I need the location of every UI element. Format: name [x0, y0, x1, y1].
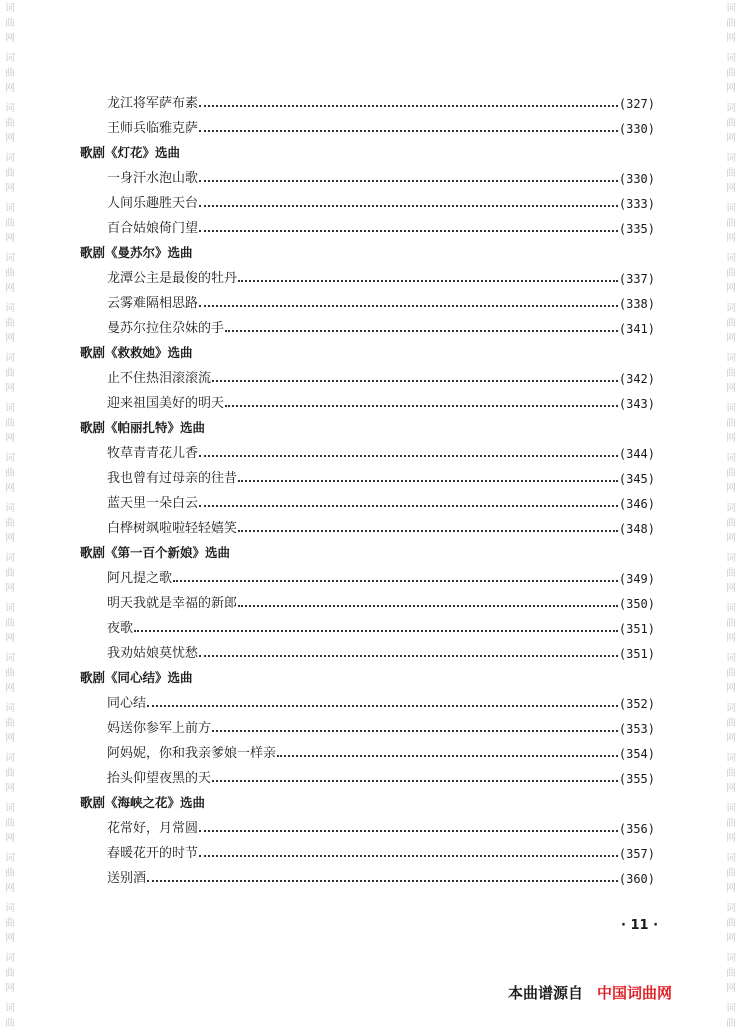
- watermark-glyph: 曲: [5, 518, 15, 529]
- entry-page-number: (333): [618, 197, 655, 211]
- entry-page-number: (342): [618, 372, 655, 386]
- watermark-glyph: 词: [726, 403, 736, 414]
- entry-page-number: (330): [618, 122, 655, 136]
- toc-entry[interactable]: [107, 862, 655, 886]
- watermark-glyph: 网: [726, 583, 736, 594]
- watermark-glyph: 曲: [726, 218, 736, 229]
- watermark-glyph: 网: [726, 33, 736, 44]
- watermark-glyph: 曲: [5, 918, 15, 929]
- dot-leader: [199, 180, 618, 182]
- watermark-glyph: 词: [5, 503, 15, 514]
- toc-entry[interactable]: [107, 287, 655, 311]
- toc-entry[interactable]: [107, 737, 655, 761]
- watermark-glyph: 网: [726, 983, 736, 994]
- entry-page-number: (357): [618, 847, 655, 861]
- watermark-glyph: 曲: [726, 1018, 736, 1029]
- dot-leader: [147, 705, 618, 707]
- page-number: · 11 ·: [621, 918, 659, 933]
- watermark-glyph: 曲: [726, 668, 736, 679]
- watermark-glyph: 曲: [5, 118, 15, 129]
- entry-page-number: (335): [618, 222, 655, 236]
- dot-leader: [212, 380, 618, 382]
- entry-title: 牧草青青花儿香: [107, 446, 199, 461]
- toc-entry[interactable]: [107, 462, 655, 486]
- dot-leader: [238, 605, 618, 607]
- entry-title: 阿凡提之歌: [107, 571, 173, 586]
- watermark-glyph: 曲: [5, 218, 15, 229]
- watermark-glyph: 网: [5, 883, 15, 894]
- watermark-glyph: 曲: [5, 468, 15, 479]
- watermark-glyph: 词: [5, 103, 15, 114]
- watermark-glyph: 词: [5, 703, 15, 714]
- toc-entry[interactable]: [107, 587, 655, 611]
- watermark-glyph: 曲: [726, 268, 736, 279]
- toc-entry[interactable]: [107, 312, 655, 336]
- toc-entry[interactable]: [107, 212, 655, 236]
- entry-page-number: (352): [618, 697, 655, 711]
- toc-entry[interactable]: [107, 262, 655, 286]
- entry-title: 一身汗水泡山歌: [107, 171, 199, 186]
- dot-leader: [147, 880, 618, 882]
- entry-page-number: (341): [618, 322, 655, 336]
- toc-entry[interactable]: [107, 362, 655, 386]
- watermark-glyph: 网: [726, 833, 736, 844]
- watermark-glyph: 网: [5, 33, 15, 44]
- entry-title: 白桦树飒啦啦轻轻嬉笑: [107, 521, 238, 536]
- section-header: 歌剧《同心结》选曲: [80, 670, 193, 685]
- watermark-glyph: 网: [726, 533, 736, 544]
- watermark-glyph: 曲: [726, 68, 736, 79]
- watermark-glyph: 网: [726, 883, 736, 894]
- entry-title: 夜歌: [107, 621, 134, 636]
- watermark-glyph: 网: [726, 683, 736, 694]
- watermark-glyph: 网: [726, 283, 736, 294]
- entry-page-number: (338): [618, 297, 655, 311]
- toc-entry[interactable]: [107, 512, 655, 536]
- toc-entry[interactable]: [107, 637, 655, 661]
- watermark-column-right: [721, 0, 739, 1031]
- entry-title: 花常好，月常圆: [107, 821, 199, 836]
- watermark-glyph: 词: [5, 603, 15, 614]
- section-header: 歌剧《帕丽扎特》选曲: [80, 420, 206, 435]
- watermark-glyph: 曲: [5, 318, 15, 329]
- toc-entry[interactable]: [107, 812, 655, 836]
- section-header: 歌剧《救救她》选曲: [80, 345, 193, 360]
- watermark-glyph: 词: [726, 703, 736, 714]
- dot-leader: [225, 330, 618, 332]
- watermark-glyph: 词: [726, 3, 736, 14]
- entry-title: 我也曾有过母亲的往昔: [107, 471, 238, 486]
- entry-page-number: (327): [618, 97, 655, 111]
- watermark-glyph: 曲: [726, 968, 736, 979]
- watermark-glyph: 网: [5, 133, 15, 144]
- watermark-glyph: 网: [5, 583, 15, 594]
- dot-leader: [199, 105, 618, 107]
- dot-leader: [225, 405, 618, 407]
- watermark-glyph: 词: [726, 1003, 736, 1014]
- dot-leader: [238, 280, 618, 282]
- watermark-glyph: 网: [726, 233, 736, 244]
- entry-page-number: (344): [618, 447, 655, 461]
- watermark-glyph: 曲: [726, 318, 736, 329]
- watermark-glyph: 曲: [726, 918, 736, 929]
- watermark-glyph: 网: [726, 633, 736, 644]
- entry-title: 王师兵临雅克萨: [107, 121, 199, 136]
- dot-leader: [199, 655, 618, 657]
- watermark-glyph: 网: [726, 133, 736, 144]
- watermark-glyph: 曲: [726, 368, 736, 379]
- dot-leader: [199, 205, 618, 207]
- watermark-glyph: 曲: [5, 68, 15, 79]
- entry-title: 蓝天里一朵白云: [107, 496, 199, 511]
- watermark-glyph: 词: [5, 353, 15, 364]
- entry-title: 曼苏尔拉住尕妹的手: [107, 321, 225, 336]
- dot-leader: [173, 580, 618, 582]
- entry-title: 龙江将军萨布素: [107, 96, 199, 111]
- watermark-glyph: 网: [5, 533, 15, 544]
- watermark-glyph: 曲: [726, 718, 736, 729]
- watermark-glyph: 网: [5, 783, 15, 794]
- watermark-glyph: 曲: [5, 618, 15, 629]
- watermark-glyph: 曲: [726, 168, 736, 179]
- entry-page-number: (360): [618, 872, 655, 886]
- dot-leader: [277, 755, 618, 757]
- entry-page-number: (351): [618, 622, 655, 636]
- dot-leader: [199, 505, 618, 507]
- entry-page-number: (343): [618, 397, 655, 411]
- watermark-glyph: 词: [726, 603, 736, 614]
- watermark-glyph: 词: [726, 553, 736, 564]
- section-header: 歌剧《第一百个新娘》选曲: [80, 545, 231, 560]
- watermark-glyph: 网: [5, 833, 15, 844]
- toc-entry[interactable]: [107, 112, 655, 136]
- entry-title: 妈送你参军上前方: [107, 721, 212, 736]
- watermark-glyph: 词: [726, 103, 736, 114]
- watermark-glyph: 词: [5, 653, 15, 664]
- watermark-glyph: 词: [5, 403, 15, 414]
- entry-title: 迎来祖国美好的明天: [107, 396, 225, 411]
- toc-entry[interactable]: [107, 562, 655, 586]
- toc-entry[interactable]: [107, 837, 655, 861]
- dot-leader: [199, 305, 618, 307]
- watermark-glyph: 网: [5, 283, 15, 294]
- watermark-glyph: 网: [5, 233, 15, 244]
- entry-page-number: (330): [618, 172, 655, 186]
- toc-entry[interactable]: [107, 687, 655, 711]
- entry-page-number: (346): [618, 497, 655, 511]
- dot-leader: [199, 855, 618, 857]
- dot-leader: [199, 130, 618, 132]
- watermark-glyph: 词: [726, 53, 736, 64]
- watermark-glyph: 词: [726, 153, 736, 164]
- entry-page-number: (345): [618, 472, 655, 486]
- watermark-glyph: 网: [726, 183, 736, 194]
- toc-entry[interactable]: [107, 762, 655, 786]
- watermark-glyph: 词: [726, 953, 736, 964]
- source-footer: [508, 982, 672, 1003]
- entry-title: 送别酒: [107, 871, 147, 886]
- watermark-glyph: 网: [726, 333, 736, 344]
- watermark-glyph: 曲: [726, 518, 736, 529]
- entry-page-number: (337): [618, 272, 655, 286]
- watermark-glyph: 词: [726, 353, 736, 364]
- watermark-glyph: 曲: [726, 868, 736, 879]
- dot-leader: [199, 230, 618, 232]
- watermark-glyph: 词: [726, 653, 736, 664]
- watermark-glyph: 词: [726, 503, 736, 514]
- entry-page-number: (356): [618, 822, 655, 836]
- watermark-glyph: 曲: [5, 368, 15, 379]
- watermark-glyph: 曲: [5, 568, 15, 579]
- watermark-glyph: 词: [726, 453, 736, 464]
- watermark-glyph: 网: [5, 683, 15, 694]
- watermark-glyph: 曲: [5, 718, 15, 729]
- source-label: 本曲谱源自: [508, 984, 584, 1002]
- entry-page-number: (354): [618, 747, 655, 761]
- watermark-glyph: 网: [5, 333, 15, 344]
- watermark-glyph: 网: [5, 183, 15, 194]
- watermark-glyph: 网: [5, 633, 15, 644]
- entry-page-number: (353): [618, 722, 655, 736]
- watermark-glyph: 网: [5, 933, 15, 944]
- watermark-glyph: 词: [5, 53, 15, 64]
- entry-title: 同心结: [107, 696, 147, 711]
- watermark-glyph: 曲: [726, 418, 736, 429]
- toc-entry[interactable]: [107, 87, 655, 111]
- watermark-glyph: 曲: [5, 1018, 15, 1029]
- watermark-glyph: 曲: [726, 118, 736, 129]
- watermark-glyph: 网: [726, 783, 736, 794]
- watermark-glyph: 网: [5, 433, 15, 444]
- watermark-glyph: 词: [5, 903, 15, 914]
- watermark-glyph: 词: [726, 303, 736, 314]
- watermark-glyph: 词: [5, 303, 15, 314]
- watermark-glyph: 曲: [5, 168, 15, 179]
- watermark-glyph: 曲: [5, 268, 15, 279]
- watermark-glyph: 曲: [5, 18, 15, 29]
- watermark-glyph: 词: [5, 753, 15, 764]
- watermark-glyph: 曲: [5, 418, 15, 429]
- watermark-glyph: 曲: [5, 818, 15, 829]
- section-header: 歌剧《灯花》选曲: [80, 145, 181, 160]
- entry-title: 百合姑娘倚门望: [107, 221, 199, 236]
- toc-entry[interactable]: [107, 387, 655, 411]
- dot-leader: [238, 480, 618, 482]
- toc-entry[interactable]: [107, 187, 655, 211]
- entry-title: 阿妈妮，你和我亲爹娘一样亲: [107, 746, 277, 761]
- section-header: 歌剧《海峡之花》选曲: [80, 795, 206, 810]
- watermark-glyph: 曲: [726, 818, 736, 829]
- entry-title: 明天我就是幸福的新郎: [107, 596, 238, 611]
- entry-page-number: (351): [618, 647, 655, 661]
- watermark-column-left: [0, 0, 18, 1031]
- watermark-glyph: 网: [726, 83, 736, 94]
- watermark-glyph: 曲: [5, 968, 15, 979]
- dot-leader: [238, 530, 618, 532]
- entry-page-number: (348): [618, 522, 655, 536]
- watermark-glyph: 网: [726, 483, 736, 494]
- entry-page-number: (349): [618, 572, 655, 586]
- watermark-glyph: 网: [5, 983, 15, 994]
- entry-title: 止不住热泪滚滚流: [107, 371, 212, 386]
- entry-title: 我劝姑娘莫忧愁: [107, 646, 199, 661]
- watermark-glyph: 曲: [5, 668, 15, 679]
- watermark-glyph: 词: [726, 753, 736, 764]
- watermark-glyph: 曲: [5, 868, 15, 879]
- watermark-glyph: 词: [5, 3, 15, 14]
- section-header: 歌剧《曼苏尔》选曲: [80, 245, 193, 260]
- watermark-glyph: 曲: [726, 468, 736, 479]
- dot-leader: [212, 780, 618, 782]
- site-name: 中国词曲网: [597, 984, 673, 1002]
- toc-entry[interactable]: [107, 712, 655, 736]
- watermark-glyph: 词: [5, 553, 15, 564]
- toc-entry[interactable]: [107, 162, 655, 186]
- toc-entry[interactable]: [107, 437, 655, 461]
- watermark-glyph: 曲: [726, 768, 736, 779]
- watermark-glyph: 网: [726, 383, 736, 394]
- watermark-glyph: 词: [5, 453, 15, 464]
- watermark-glyph: 词: [5, 953, 15, 964]
- watermark-glyph: 词: [5, 253, 15, 264]
- toc-entry[interactable]: [107, 612, 655, 636]
- dot-leader: [134, 630, 618, 632]
- entry-title: 抬头仰望夜黑的天: [107, 771, 212, 786]
- watermark-glyph: 词: [726, 203, 736, 214]
- watermark-glyph: 网: [5, 483, 15, 494]
- watermark-glyph: 词: [726, 853, 736, 864]
- dot-leader: [199, 830, 618, 832]
- watermark-glyph: 曲: [726, 618, 736, 629]
- entry-title: 龙潭公主是最俊的牡丹: [107, 271, 238, 286]
- entry-title: 云雾难隔相思路: [107, 296, 199, 311]
- entry-page-number: (350): [618, 597, 655, 611]
- watermark-glyph: 词: [5, 203, 15, 214]
- toc-entry[interactable]: [107, 487, 655, 511]
- watermark-glyph: 网: [5, 733, 15, 744]
- watermark-glyph: 网: [5, 83, 15, 94]
- dot-leader: [212, 730, 618, 732]
- entry-page-number: (355): [618, 772, 655, 786]
- watermark-glyph: 网: [726, 433, 736, 444]
- watermark-glyph: 词: [726, 903, 736, 914]
- watermark-glyph: 曲: [726, 568, 736, 579]
- watermark-glyph: 网: [726, 733, 736, 744]
- watermark-glyph: 词: [5, 153, 15, 164]
- watermark-glyph: 词: [5, 803, 15, 814]
- watermark-glyph: 网: [726, 933, 736, 944]
- watermark-glyph: 词: [726, 253, 736, 264]
- watermark-glyph: 词: [5, 853, 15, 864]
- watermark-glyph: 网: [5, 383, 15, 394]
- watermark-glyph: 词: [726, 803, 736, 814]
- watermark-glyph: 曲: [5, 768, 15, 779]
- entry-title: 人间乐趣胜天台: [107, 196, 199, 211]
- watermark-glyph: 词: [5, 1003, 15, 1014]
- entry-title: 春暖花开的时节: [107, 846, 199, 861]
- watermark-glyph: 曲: [726, 18, 736, 29]
- dot-leader: [199, 455, 618, 457]
